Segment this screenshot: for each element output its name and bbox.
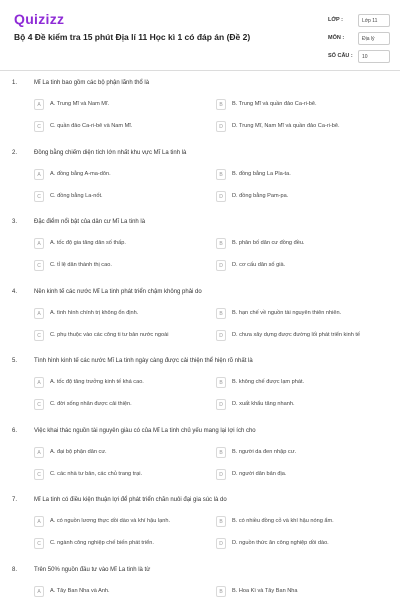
option-letter-box: B	[216, 447, 226, 458]
option-text: D. Trung Mĩ, Nam Mĩ và quần đảo Ca-ri-bê.	[232, 123, 340, 129]
option-letter-box: A	[34, 308, 44, 319]
option-text: C. phụ thuộc vào các công ti tư bản nước ngoài	[50, 331, 169, 338]
option-letter-box: C	[34, 330, 44, 341]
option-text: B. phân bố dân cư đồng đều.	[232, 240, 305, 246]
option-text: B. có nhiều đồng cỏ và khí hậu nóng ẩm.	[232, 518, 334, 524]
option-letter-box: B	[216, 308, 226, 319]
option-text: A. Trung Mĩ và Nam Mĩ.	[50, 101, 110, 107]
option-text: D. đồng bằng Pam-pa.	[232, 192, 289, 199]
option-text: C. tỉ lệ dân thành thị cao.	[50, 262, 112, 268]
option-letter-box: D	[216, 121, 226, 132]
option-letter-box: B	[216, 516, 226, 527]
meta-row-grade	[328, 14, 390, 32]
option-letter-box: A	[34, 377, 44, 388]
option-text: B. Trung Mĩ và quần đảo Ca-ri-bê.	[232, 101, 317, 107]
question-text: Mĩ La tinh bao gồm các bộ phận lãnh thổ là	[34, 80, 150, 86]
option-text: B. Hoa Kì và Tây Ban Nha	[232, 587, 298, 594]
question-number: 8.	[12, 566, 18, 573]
question-text: Tình hình kinh tế các nước Mĩ La tinh ngày càng được cải thiện thể hiện rõ nhất là	[34, 358, 253, 364]
question-text: Nền kinh tế các nước Mĩ La tinh phát triển chậm không phải do	[34, 288, 202, 295]
question-text: Đặc điểm nổi bật của dân cư Mĩ La tinh là	[34, 219, 146, 225]
option-text: D. chưa xây dựng được đường lối phát triển kinh tế	[232, 331, 361, 338]
option-letter-box: A	[34, 447, 44, 458]
option-text: C. quần đảo Ca-ri-bê và Nam Mĩ.	[50, 123, 133, 129]
question-text: Trên 50% nguồn đầu tư vào Mĩ La tinh là từ	[34, 566, 151, 573]
option-letter-box: C	[34, 399, 44, 410]
option-letter-box: B	[216, 238, 226, 249]
option-letter-box: C	[34, 121, 44, 132]
option-text: C. đồng bằng La-nốt.	[50, 192, 103, 199]
option-letter-box: A	[34, 516, 44, 527]
option-letter-box: A	[34, 169, 44, 180]
option-text: A. tốc độ tăng trưởng kinh tế khá cao.	[50, 379, 144, 385]
question-number: 5.	[12, 358, 18, 364]
option-letter-box: D	[216, 469, 226, 480]
option-letter-box: C	[34, 538, 44, 549]
option-letter-box: A	[34, 99, 44, 110]
option-text: D. người dân bản địa.	[232, 470, 287, 477]
meta-row-question-count	[328, 50, 390, 68]
option-text: A. Tây Ban Nha và Anh.	[50, 587, 110, 594]
option-letter-box: A	[34, 238, 44, 249]
question-number: 4.	[12, 288, 18, 295]
option-text: A. tốc độ gia tăng dân số thấp.	[50, 240, 126, 246]
option-text: B. không chế được lạm phát.	[232, 379, 305, 385]
meta-label: SỐ CÂU :	[328, 53, 353, 59]
option-text: B. đồng bằng La Pla-ta.	[232, 170, 291, 177]
meta-value: Lớp 11	[358, 14, 390, 27]
quiz-meta	[328, 14, 390, 68]
option-letter-box: C	[34, 260, 44, 271]
option-letter-box: B	[216, 99, 226, 110]
question-number: 7.	[12, 497, 18, 503]
option-letter-box: B	[216, 586, 226, 597]
option-letter-box: D	[216, 260, 226, 271]
option-text: C. ngành công nghiệp chế biến phát triển.	[50, 540, 154, 546]
option-letter-box: B	[216, 169, 226, 180]
meta-row-subject	[328, 32, 390, 50]
page-header	[0, 0, 400, 70]
option-letter-box: B	[216, 377, 226, 388]
option-text: C. đời sống nhân được cải thiện.	[50, 401, 132, 407]
option-text: C. các nhà tư bản, các chủ trang trại.	[50, 470, 143, 477]
option-text: A. tình hình chính trị không ổn định.	[50, 309, 139, 316]
option-text: D. nguồn thức ăn công nghiệp dồi dào.	[232, 540, 329, 546]
quizizz-logo: Quizizz	[14, 11, 65, 27]
option-letter-box: D	[216, 538, 226, 549]
option-letter-box: D	[216, 330, 226, 341]
question-number: 6.	[12, 427, 18, 434]
option-text: A. đại bộ phận dân cư.	[50, 448, 107, 455]
option-letter-box: C	[34, 469, 44, 480]
option-letter-box: C	[34, 191, 44, 202]
option-text: D. cơ cấu dân số già.	[232, 262, 286, 268]
question-number: 2.	[12, 149, 18, 156]
meta-value: Địa lý	[358, 32, 390, 45]
option-letter-box: A	[34, 586, 44, 597]
option-text: A. đồng bằng A-ma-dôn.	[50, 170, 111, 177]
question-text: Đồng bằng chiếm diện tích lớn nhất khu vực Mĩ La tinh là	[34, 149, 187, 156]
option-text: B. hạn chế về nguồn tài nguyên thiên nhiên.	[232, 309, 342, 316]
question-text: Mĩ La tinh có điều kiện thuận lợi để phát triển chăn nuôi đại gia súc là do	[34, 497, 227, 503]
option-letter-box: D	[216, 399, 226, 410]
meta-label: MÔN :	[328, 35, 345, 41]
question-number: 1.	[12, 80, 18, 86]
meta-value: 10	[358, 50, 390, 63]
option-text: B. người da đen nhập cư.	[232, 448, 297, 455]
question-text: Việc khai thác nguồn tài nguyên giàu có của Mĩ La tinh chủ yếu mang lại lợi ích cho	[34, 427, 256, 434]
question-number: 3.	[12, 219, 18, 225]
header-divider	[0, 70, 400, 71]
meta-label: LỚP :	[328, 17, 343, 23]
option-text: D. xuất khẩu tăng nhanh.	[232, 401, 295, 407]
option-letter-box: D	[216, 191, 226, 202]
quiz-title: Bộ 4 Đề kiểm tra 15 phút Địa lí 11 Học kì 1 có đáp án (Đề 2)	[14, 32, 251, 42]
option-text: A. có nguồn lương thực dồi dào và khí hậu lạnh.	[50, 518, 171, 524]
